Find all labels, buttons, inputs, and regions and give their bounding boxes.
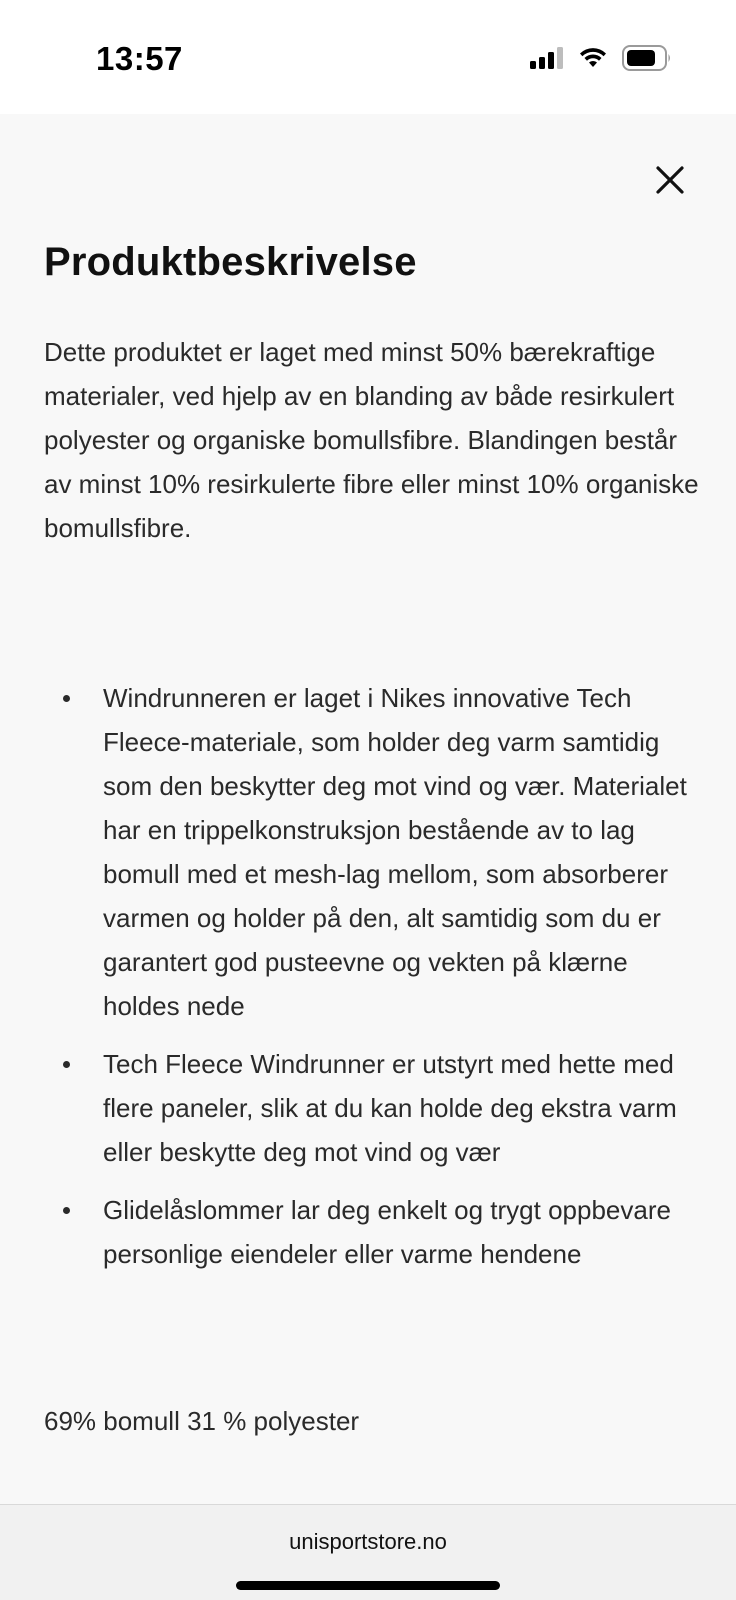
browser-bar xyxy=(0,1504,736,1600)
list-item: Windrunneren er laget i Nikes innovative Tech Fleece-materiale, som holder deg varm samtidig som den beskytter deg mot vind og vær. Materialet har en trippelkonstruksjon bestående av to lag bomull med et mesh-lag mellom, som absorberer varmen og holder på den, alt samtidig som du er garantert god pusteevne og vekten på klærne holdes nede xyxy=(44,676,704,1028)
sheet-title: Produktbeskrivelse xyxy=(44,240,417,284)
status-icons xyxy=(530,45,672,71)
list-item: Tech Fleece Windrunner er utstyrt med hette med flere paneler, slik at du kan holde deg ekstra varm eller beskytte deg mot vind og vær xyxy=(44,1042,704,1174)
status-bar xyxy=(0,0,736,114)
wifi-icon xyxy=(578,47,608,69)
signal-icon xyxy=(530,47,564,69)
close-button[interactable] xyxy=(650,160,690,200)
address-bar-url[interactable]: unisportstore.no xyxy=(289,1529,447,1554)
product-description-sheet xyxy=(0,114,736,1504)
material-composition: 69% bomull 31 % polyester xyxy=(44,1406,360,1436)
feature-list xyxy=(44,676,704,1290)
close-icon xyxy=(655,165,685,195)
home-indicator[interactable] xyxy=(236,1581,500,1590)
list-item: Glidelåslommer lar deg enkelt og trygt oppbevare personlige eiendeler eller varme hendene xyxy=(44,1188,704,1276)
intro-paragraph: Dette produktet er laget med minst 50% bærekraftige materialer, ved hjelp av en blanding av både resirkulert polyester og organiske bomullsfibre. Blandingen består av minst 10% resirkulerte fibre eller minst 10% organiske bomullsfibre. xyxy=(44,337,699,543)
battery-icon xyxy=(622,45,672,71)
status-time: 13:57 xyxy=(96,40,183,77)
